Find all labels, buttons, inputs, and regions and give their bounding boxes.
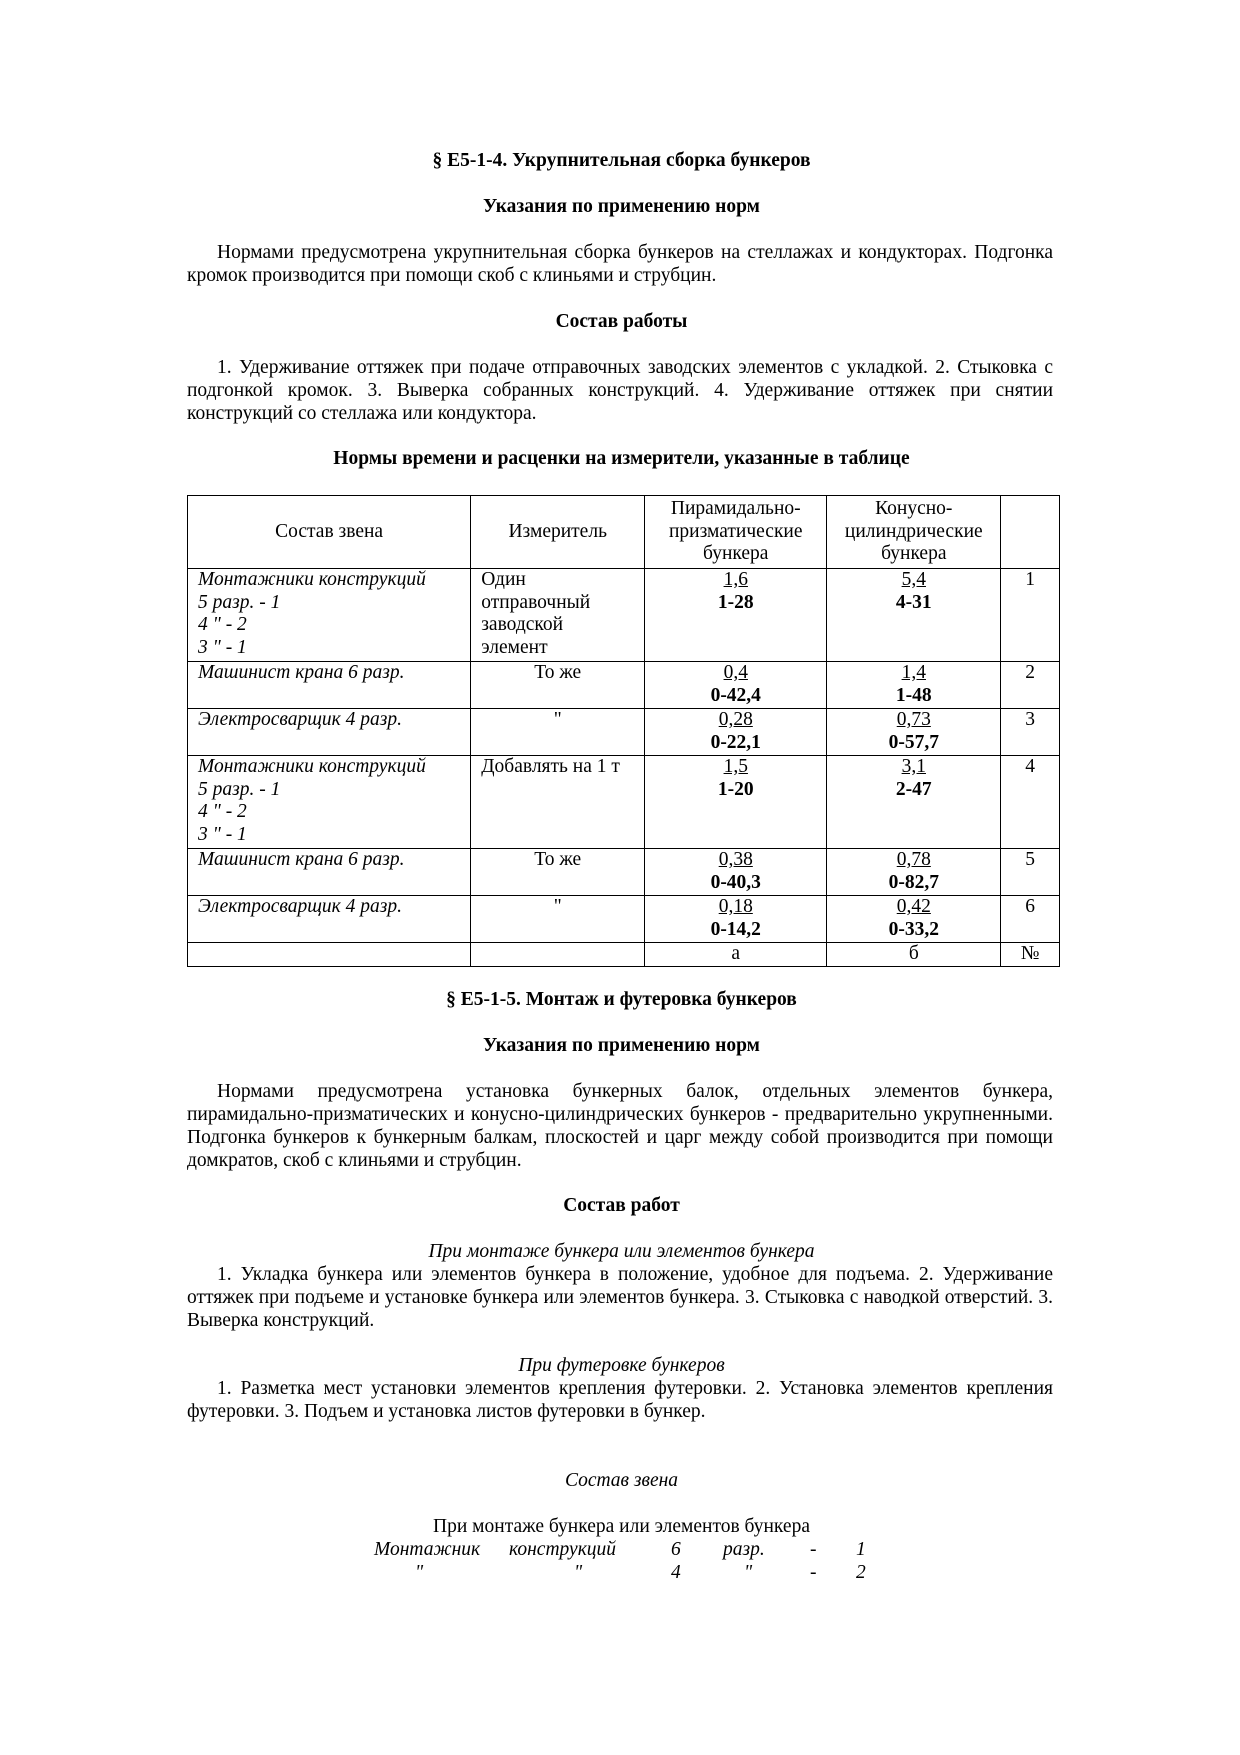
rate: 0-33,2 (888, 918, 939, 940)
header-num (1001, 496, 1060, 569)
row-col-b (827, 569, 1001, 662)
row-col-a (645, 849, 827, 896)
rate: 0-22,1 (710, 731, 761, 753)
row-number: 6 (1001, 896, 1060, 943)
row-number: 4 (1001, 756, 1060, 849)
norm-time: 0,28 (718, 709, 753, 730)
row-col-a (645, 896, 827, 943)
section1-guidance-heading: Указания по применению норм (483, 196, 760, 217)
row-unit: " (471, 896, 645, 943)
norm-time: 1,5 (723, 756, 748, 777)
row-number: 3 (1001, 709, 1060, 756)
norm-time: 0,18 (718, 896, 753, 917)
row-col-b (827, 849, 1001, 896)
row-unit: То же (471, 662, 645, 709)
footer-unit (471, 943, 645, 967)
section1-work-heading: Состав работы (555, 311, 688, 332)
table-row (188, 569, 1060, 662)
footer-num: № (1001, 943, 1060, 967)
section2-guidance-text: Нормами предусмотрена установка бункерных балок, отдельных элементов бункера, пирамидально-призматических и конусно-цилиндрических бункеров - предварительно укрупненными. Подгонка бункеров к бункерным балкам, плоскостей и царг между собой производится при помощи домкратов, скоб с клиньями и струбцин. (187, 1081, 1053, 1171)
row-col-a (645, 709, 827, 756)
row-crew: Монтажники конструкций 5 разр. - 1 4 " - 2 3 " - 1 (188, 569, 471, 662)
table-row (188, 896, 1060, 943)
header-col-b: Конусно- цилиндрические бункера (827, 496, 1001, 569)
section1-guidance-text: Нормами предусмотрена укрупнительная сборка бункеров на стеллажах и кондукторах. Подгонка кромок производится при помощи скоб с клиньями и струбцин. (187, 242, 1053, 286)
table-footer-row (188, 943, 1060, 967)
header-col-a: Пирамидально- призматические бункера (645, 496, 827, 569)
row-number: 2 (1001, 662, 1060, 709)
crew-list-row: Монтажник конструкций 6 разр. - 1 (374, 1539, 866, 1560)
rate: 2-47 (895, 778, 932, 800)
norms-table-heading: Нормы времени и расценки на измерители, указанные в таблице (333, 448, 910, 469)
table-row (188, 756, 1060, 849)
mount-subheading: При монтаже бункера или элементов бункера (428, 1241, 815, 1262)
row-number: 5 (1001, 849, 1060, 896)
norms-table (187, 495, 1060, 967)
row-col-a (645, 756, 827, 849)
norm-time: 0,42 (896, 896, 931, 917)
section1-work-text: 1. Удерживание оттяжек при подаче отправочных заводских элементов с укладкой. 2. Стыковка с подгонкой кромок. 3. Выверка собранных конструкций. 4. Удерживание оттяжек при снятии конструкций со стеллажа или кондуктора. (187, 357, 1053, 424)
row-unit: То же (471, 849, 645, 896)
norm-time: 0,4 (723, 662, 748, 683)
rate: 0-40,3 (710, 871, 761, 893)
row-crew: Машинист крана 6 разр. (188, 849, 471, 896)
norm-time: 3,1 (901, 756, 926, 777)
crew-subheading: При монтаже бункера или элементов бункера (433, 1516, 810, 1537)
rate: 0-82,7 (888, 871, 939, 893)
section2-title: § Е5-1-5. Монтаж и футеровка бункеров (446, 989, 797, 1010)
crew-list-row: " " 4 " - 2 (415, 1562, 866, 1583)
footer-crew (188, 943, 471, 967)
row-col-b (827, 662, 1001, 709)
crew-list (187, 1538, 1056, 1584)
rate: 1-28 (717, 591, 754, 613)
norm-time: 0,78 (896, 849, 931, 870)
rate: 0-57,7 (888, 731, 939, 753)
table-row (188, 849, 1060, 896)
rate: 1-48 (895, 684, 932, 706)
row-unit: " (471, 709, 645, 756)
section2-work-heading: Состав работ (563, 1195, 680, 1216)
table-header-row (188, 496, 1060, 569)
row-crew: Монтажники конструкций 5 разр. - 1 4 " - 2 3 " - 1 (188, 756, 471, 849)
lining-subheading: При футеровке бункеров (518, 1355, 725, 1376)
norm-time: 1,6 (723, 569, 748, 590)
rate: 0-42,4 (710, 684, 761, 706)
row-unit: Один отправочный заводской элемент (471, 569, 645, 662)
rate: 1-20 (717, 778, 754, 800)
header-crew: Состав звена (188, 496, 471, 569)
row-unit: Добавлять на 1 т (471, 756, 645, 849)
row-col-b (827, 756, 1001, 849)
table-row (188, 662, 1060, 709)
row-col-b (827, 709, 1001, 756)
row-crew: Электросварщик 4 разр. (188, 896, 471, 943)
norm-time: 5,4 (901, 569, 926, 590)
section2-guidance-heading: Указания по применению норм (483, 1035, 760, 1056)
row-crew: Электросварщик 4 разр. (188, 709, 471, 756)
norm-time: 0,73 (896, 709, 931, 730)
row-col-a (645, 662, 827, 709)
row-crew: Машинист крана 6 разр. (188, 662, 471, 709)
row-col-b (827, 896, 1001, 943)
footer-col-b: б (827, 943, 1001, 967)
mount-text: 1. Укладка бункера или элементов бункера в положение, удобное для подъема. 2. Удерживание оттяжек при подъеме и установке бункера или элементов бункера. 3. Стыковка с наводкой отверстий. 3. Выверка конструкций. (187, 1264, 1053, 1331)
row-number: 1 (1001, 569, 1060, 662)
rate: 0-14,2 (710, 918, 761, 940)
norm-time: 1,4 (901, 662, 926, 683)
row-col-a (645, 569, 827, 662)
footer-col-a: а (645, 943, 827, 967)
lining-text: 1. Разметка мест установки элементов крепления футеровки. 2. Установка элементов крепления футеровки. 3. Подъем и установка листов футеровки в бункер. (187, 1378, 1053, 1422)
norm-time: 0,38 (718, 849, 753, 870)
section1-title: § Е5-1-4. Укрупнительная сборка бункеров (432, 150, 811, 171)
rate: 4-31 (895, 591, 932, 613)
table-row (188, 709, 1060, 756)
crew-heading: Состав звена (564, 1470, 679, 1491)
header-unit: Измеритель (471, 496, 645, 569)
